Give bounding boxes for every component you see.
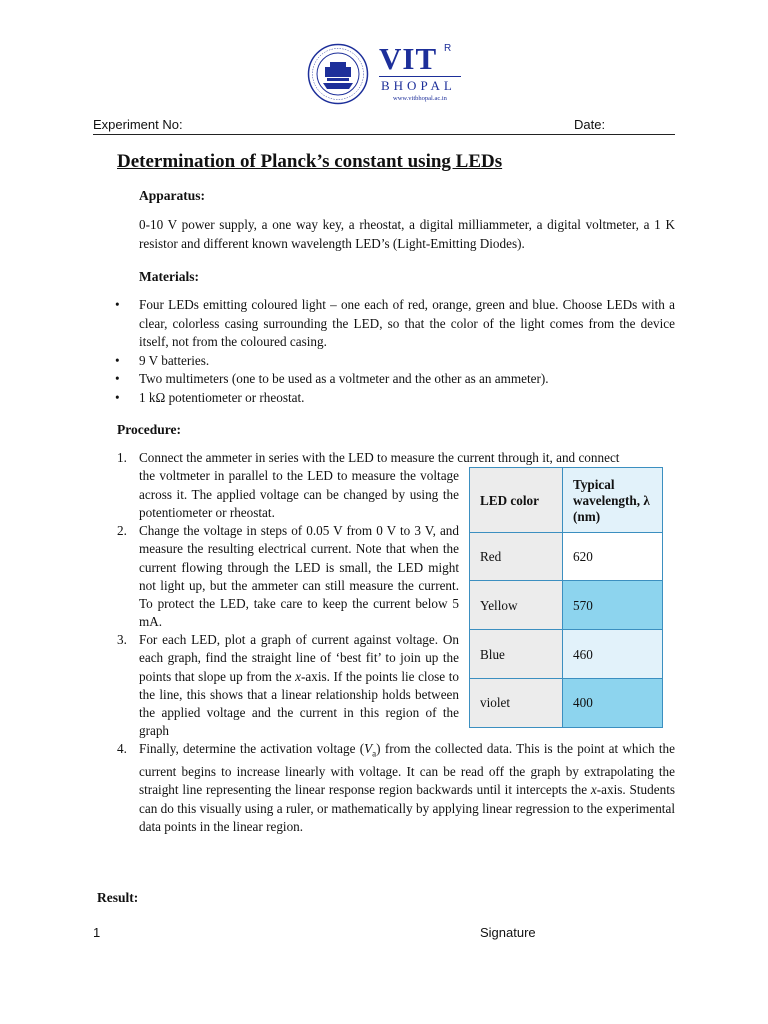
step-number: 2. (117, 523, 127, 538)
list-item (113, 389, 675, 408)
materials-heading: Materials: (139, 269, 199, 284)
page-title: Determination of Planck’s constant using LEDs (117, 151, 503, 172)
step-number: 4. (117, 741, 127, 756)
step-1-first-line: Connect the ammeter in series with the LED to measure the current through it, and connect (139, 450, 620, 465)
table-cell-color: Red (469, 532, 564, 582)
step-number: 1. (117, 450, 127, 465)
led-wavelength-table (469, 467, 663, 728)
logo-rule (379, 76, 461, 77)
institution-logo (307, 43, 467, 105)
table-cell-wavelength: 570 (562, 580, 663, 631)
table-cell-wavelength: 400 (562, 678, 663, 728)
list-item-text: 1 kΩ potentiometer or rheostat. (139, 389, 305, 405)
bullet: • (115, 297, 120, 312)
list-item-text: Four LEDs emitting coloured light – one each of red, orange, green and blue. Choose LEDs with a clear, colorless casing surrounding the LED, so that the color of the light comes from the device itself, not from the coloured casing. (139, 297, 675, 349)
apparatus-text: 0-10 V power supply, a one way key, a rheostat, a digital milliammeter, a digital voltmeter, a 1 K resistor and different known wavelength LED’s (Light-Emitting Diodes). (139, 217, 675, 251)
step-2-text: Change the voltage in steps of 0.05 V from 0 V to 3 V, and measure the resulting electrical current. Note that when the current flowing through the LED is small, the LED might not light up, but the ammeter can still measure the current. To protect the LED, take care to keep the current below 5 mA. (139, 523, 459, 630)
step-4-text: Finally, determine the activation voltage $(V_a)$ from the collected data. This is the point at which the current begins to increase linearly with voltage. It can be read off the graph by extrapolating the straight line representing the linear response region backwards until it intercepts the x-axis. Students can do this visually using a ruler, or mathematically by applying linear regression to the experimental data points in the linear region. (139, 741, 675, 834)
signature-label: Signature (480, 925, 536, 940)
step-1-text: the voltmeter in parallel to the LED to measure the voltage across it. The applied voltage can be changed by using the potentiometer or rheostat. (139, 468, 459, 520)
header-divider (93, 134, 675, 135)
table-cell-color: Blue (469, 629, 564, 680)
table-cell-color: Yellow (469, 580, 564, 631)
step-3-text: For each LED, plot a graph of current against voltage. On each graph, find the straight line of ‘best fit’ to join up the points that slope up from the x-axis. If the points lie close to the line, this shows that a linear relationship holds between the applied voltage and the current in this region of the graph (139, 632, 459, 739)
table-cell-wavelength: 460 (562, 629, 663, 680)
bullet: • (115, 371, 120, 386)
step-number: 3. (117, 632, 127, 647)
bullet: • (115, 352, 120, 368)
campus-name: BHOPAL (381, 78, 456, 93)
table-cell-wavelength: 620 (562, 532, 663, 582)
website-url: www.vitbhopal.ac.in (393, 95, 447, 102)
result-heading: Result: (97, 890, 139, 905)
brand-name: VIT (379, 41, 438, 76)
materials-list (113, 296, 675, 407)
apparatus-heading: Apparatus: (139, 188, 206, 203)
list-item-text: Two multimeters (one to be used as a voltmeter and the other as an ammeter). (139, 371, 549, 386)
bullet: • (115, 389, 120, 405)
table-cell-color: violet (469, 678, 564, 728)
date-label: Date: (574, 117, 606, 132)
university-seal-icon (307, 43, 369, 105)
list-item-text: 9 V batteries. (139, 352, 210, 368)
page-number: 1 (93, 925, 101, 940)
list-item (113, 352, 675, 371)
procedure-heading: Procedure: (117, 422, 181, 437)
list-item (113, 296, 675, 352)
table-header-led-color: LED color (469, 467, 564, 534)
list-item (113, 370, 675, 389)
registered-mark: R (444, 43, 452, 54)
experiment-number-label: Experiment No: (93, 117, 183, 132)
table-header-wavelength: Typical wavelength, λ (nm) (562, 467, 663, 534)
